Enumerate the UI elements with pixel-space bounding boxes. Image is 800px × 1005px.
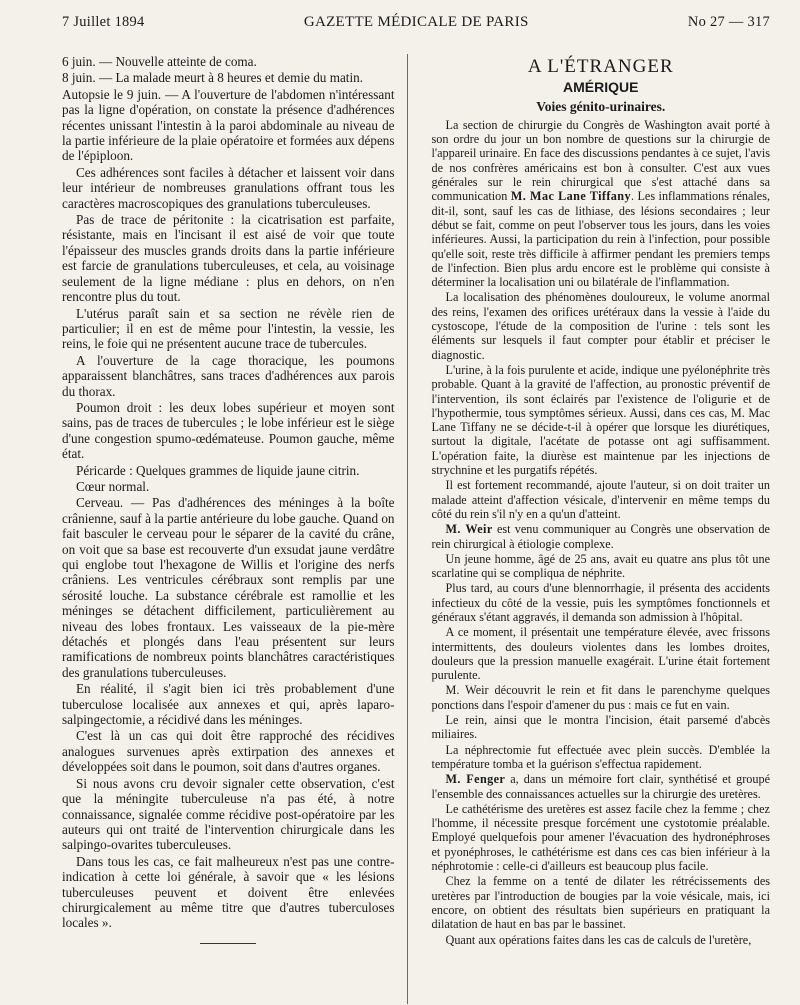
paragraph: En réalité, il s'agit bien ici très probablement d'une tuberculose localisée aux annexes et qui, après laparo-salpingectomie, a récidivé dans les méninges. xyxy=(62,681,395,728)
header-journal-title: GAZETTE MÉDICALE DE PARIS xyxy=(303,14,529,30)
paragraph: Dans tous les cas, ce fait malheureux n'est pas une contre-indication à cette loi générale, à savoir que « les lésions tuberculeuses peuvent et doivent être enlevées chirurgicalement au même titre que d'autres tuberculoses locales ». xyxy=(62,853,395,931)
topic-heading: Voies génito-urinaires. xyxy=(536,98,666,114)
paragraph: Pas de trace de péritonite : la cicatrisation est parfaite, résistante, mais en l'incisant il est aisé de voir que toute l'épaisseur des muscles grands droits dans la partie inférieure est farcie de granulations tuberculeuses, et cela, au voisinage seulement de la ligne médiane : plus en dehors, on n'en rencontre plus du tout. xyxy=(62,212,395,305)
paragraph: Il est fortement recommandé, ajoute l'auteur, si on doit traiter un malade atteint d'affection vésicale, d'intervenir en même temps du côté du rein s'il n'y en a qu'un d'atteint. xyxy=(431,478,770,521)
paragraph: La néphrectomie fut effectuée avec plein succès. D'emblée la température tomba et la guérison s'effectua rapidement. xyxy=(431,742,770,771)
paragraph: A ce moment, il présentait une température élevée, avec frissons intermittents, des douleurs violentes dans les lombes droites, douleurs que la pression manuelle exagérait. L'urine était fortement purulente. xyxy=(431,625,770,683)
paragraph: Le cathétérisme des uretères est assez facile chez la femme ; chez l'homme, il nécessite presque forcément une cystotomie préalable. Employé quelquefois pour amener l'évacuation des hydronéphroses et pyonéphroses, le cathétérisme est dans ces cas bien inférieur à la néphrotomie : celle-ci d'ailleurs est beaucoup plus facile. xyxy=(431,801,770,874)
paragraph: Chez la femme on a tenté de dilater les rétrécissements des uretères par l'introduction de bougies par la voie vésicale, mais, ici encore, on obtient des résultats bien supérieurs en pratiquant la dilatation de haut en bas par le bassinet. xyxy=(431,874,770,932)
paragraph: L'utérus paraît sain et sa section ne révèle rien de particulier; il en est de même pour l'intestin, la vessie, les reins, le foie qui ne présentent aucune trace de tubercules. xyxy=(62,305,395,352)
left-column xyxy=(62,54,401,1004)
section-title: A L'ÉTRANGER xyxy=(527,56,674,77)
paragraph: Cerveau. — Pas d'adhérences des méninges à la boîte crânienne, sauf à la partie antérieure du lobe gauche. Quand on fait basculer le cerveau pour le séparer de la cavité du crâne, on voit que sa base est recouverte d'un exsudat jaune verdâtre qui englobe tout l'hexagone de Willis et l'origine des nerfs crâniens. Les ventricules cérébraux sont remplis par une sérosité louche. La substance cérébrale est ramollie et les méninges se détachent difficilement, particulièrement au niveau des lobes frontaux. Les vaisseaux de la pie-mère détachés et plongés dans l'eau présentent sur leurs ramifications de nombreux points blanchâtres caractéristiques des granulations tuberculeuses. xyxy=(62,495,395,680)
right-column xyxy=(418,54,770,1004)
paragraph: Autopsie le 9 juin. — A l'ouverture de l'abdomen n'intéressant pas la ligne d'opération, on constate la présence d'adhérences récentes unissant l'intestin à la paroi abdominale au niveau de la partie inférieure de la plaie opératoire et formées aux dépens de l'épiploon. xyxy=(62,86,395,164)
paragraph: M. Fenger a, dans un mémoire fort clair, synthétisé et groupé l'ensemble des connaissances actuelles sur la chirurgie des uretères. xyxy=(431,772,770,801)
header-page-number: No 27 — 317 xyxy=(687,14,770,30)
paragraph: 8 juin. — La malade meurt à 8 heures et demie du matin. xyxy=(62,70,364,86)
author-name: M. Fenger xyxy=(445,772,506,787)
paragraph: A l'ouverture de la cage thoracique, les poumons apparaissent blanchâtres, sans traces d'adhérences aux parois du thorax. xyxy=(62,352,395,399)
paragraph: M. Weir est venu communiquer au Congrès une observation de rein chirurgical à étiologie complexe. xyxy=(431,522,770,551)
paragraph: Plus tard, au cours d'une blennorrhagie, il présenta des accidents infectieux du côté de la vessie, puis les symptômes fonctionnels et généraux s'étant aggravés, il demanda son admission à l'hôpital. xyxy=(431,581,770,624)
paragraph: Le rein, ainsi que le montra l'incision, était parsemé d'abcès miliaires. xyxy=(431,713,770,742)
end-rule xyxy=(200,943,256,944)
paragraph: 6 juin. — Nouvelle atteinte de coma. xyxy=(62,54,257,69)
paragraph: L'urine, à la fois purulente et acide, indique une pyélonéphrite très probable. Quant à la gravité de l'affection, au pronostic préventif de l'intervention, ils sont éclairés par l'existence de l'oligurie et de l'hypothermie, tous symptômes sérieux. Aussi, dans ces cas, M. Mac Lane Tiffany ne se décide-t-il à opérer que lorsque les diurétiques, surtout la digitale, l'acétate de potasse ont agi suffisamment. L'opération faite, la diurèse est maintenue par les injections de strychnine et les purgatifs répétés. xyxy=(431,362,770,478)
paragraph: Poumon droit : les deux lobes supérieur et moyen sont sains, pas de traces de tubercules ; le lobe inférieur est le siège d'une congestion spumo-œdémateuse. Poumon gauche, même état. xyxy=(62,399,395,462)
paragraph: Quant aux opérations faites dans les cas de calculs de l'uretère, xyxy=(445,932,752,947)
author-name: M. Weir xyxy=(445,522,493,537)
paragraph: Péricarde : Quelques grammes de liquide jaune citrin. xyxy=(76,462,360,478)
paragraph: C'est là un cas qui doit être rapproché des récidives analogues survenues après extirpation des annexes et développées soit dans le poumon, soit dans d'autres organes. xyxy=(62,728,395,775)
section-subtitle: AMÉRIQUE xyxy=(563,79,639,96)
paragraph: Cœur normal. xyxy=(76,478,150,494)
paragraph: M. Weir découvrit le rein et fit dans le parenchyme quelques ponctions dans l'espoir d'amener du pus : mais ce fut en vain. xyxy=(431,683,770,712)
paragraph: Ces adhérences sont faciles à détacher et laissent voir dans leur intérieur de nombreuses granulations offrant tous les caractères macroscopiques des granulations tuberculeuses. xyxy=(62,164,395,211)
paragraph: La section de chirurgie du Congrès de Washington avait porté à son ordre du jour un bon nombre de questions sur la chirurgie de l'appareil urinaire. En face des discussions pendantes à ce sujet, l'avis de nos confrères américains est bon à consulter. C'est aux vues générales sur le rein chirurgical que s'est attaché dans sa communication M. Mac Lane Tiffany. Les inflammations rénales, dit-il, sont, sauf les cas de lithiase, des lésions secondaires ; leur début se fait, comme on peut l'observer tous les jours, dans les voies inférieures. Aussi, la participation du rein à l'infection, pour possible qu'elle soit, reste très difficile à affirmer pendant les premiers temps de l'infection. Bien plus ardu encore est le problème qui consiste à déterminer la localisation uni ou bilatérale de l'inflammation. xyxy=(431,117,770,290)
paragraph: Un jeune homme, âgé de 25 ans, avait eu quatre ans plus tôt une scarlatine qui se compliqua de néphrite. xyxy=(431,551,770,581)
running-header xyxy=(62,14,770,34)
header-date: 7 Juillet 1894 xyxy=(62,14,145,30)
author-name: M. Mac Lane Tiffany xyxy=(510,189,631,204)
column-divider xyxy=(407,54,408,1004)
text-columns xyxy=(62,54,770,1004)
paragraph: La localisation des phénomènes douloureux, le volume anormal des reins, l'examen des orifices urétéraux dans la vessie à l'aide du cystoscope, l'étude de la composition de l'urine : tels sont les éléments sur lesquels il faut compter pour établir et préciser le diagnostic. xyxy=(431,290,770,362)
paragraph: Si nous avons cru devoir signaler cette observation, c'est que la méningite tuberculeuse n'a pas été, à notre connaissance, signalée comme récidive post-opératoire par les auteurs qui ont traité de l'intervention chirurgicale dans les salpingo-ovarites tuberculeuses. xyxy=(62,775,395,853)
